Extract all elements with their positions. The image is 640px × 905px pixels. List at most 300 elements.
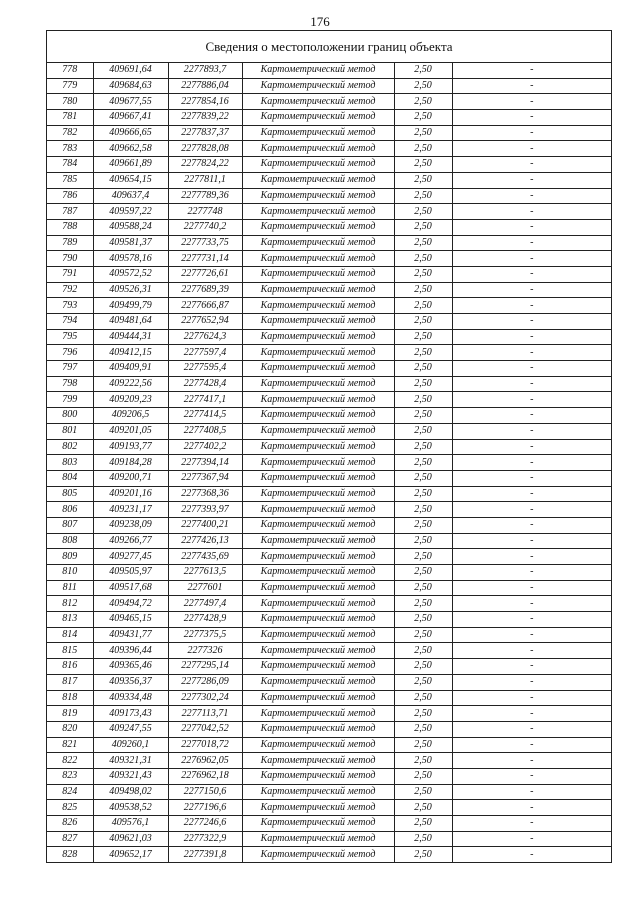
table-row xyxy=(47,423,611,439)
accuracy-cell: 2,50 xyxy=(394,141,452,157)
x-coordinate-cell: 409200,71 xyxy=(93,470,168,486)
x-coordinate-cell: 409247,55 xyxy=(93,721,168,737)
table-row xyxy=(47,345,611,361)
point-number-cell: 788 xyxy=(47,219,93,235)
method-cell: Картометрический метод xyxy=(242,816,394,832)
accuracy-cell: 2,50 xyxy=(394,612,452,628)
accuracy-cell: 2,50 xyxy=(394,486,452,502)
x-coordinate-cell: 409206,5 xyxy=(93,408,168,424)
point-number-cell: 804 xyxy=(47,470,93,486)
point-number-cell: 807 xyxy=(47,517,93,533)
table-row xyxy=(47,172,611,188)
point-number-cell: 797 xyxy=(47,361,93,377)
y-coordinate-cell: 2277595,4 xyxy=(168,361,242,377)
accuracy-cell: 2,50 xyxy=(394,219,452,235)
description-cell: - xyxy=(452,235,611,251)
accuracy-cell: 2,50 xyxy=(394,298,452,314)
accuracy-cell: 2,50 xyxy=(394,329,452,345)
table-row xyxy=(47,627,611,643)
description-cell: - xyxy=(452,329,611,345)
accuracy-cell: 2,50 xyxy=(394,831,452,847)
y-coordinate-cell: 2277426,13 xyxy=(168,533,242,549)
accuracy-cell: 2,50 xyxy=(394,110,452,126)
point-number-cell: 820 xyxy=(47,721,93,737)
x-coordinate-cell: 409581,37 xyxy=(93,235,168,251)
table-row xyxy=(47,141,611,157)
method-cell: Картометрический метод xyxy=(242,188,394,204)
point-number-cell: 806 xyxy=(47,502,93,518)
accuracy-cell: 2,50 xyxy=(394,235,452,251)
description-cell: - xyxy=(452,533,611,549)
y-coordinate-cell: 2277428,9 xyxy=(168,612,242,628)
description-cell: - xyxy=(452,784,611,800)
y-coordinate-cell: 2277391,8 xyxy=(168,847,242,862)
y-coordinate-cell: 2277854,16 xyxy=(168,94,242,110)
method-cell: Картометрический метод xyxy=(242,580,394,596)
x-coordinate-cell: 409662,58 xyxy=(93,141,168,157)
description-cell: - xyxy=(452,392,611,408)
method-cell: Картометрический метод xyxy=(242,172,394,188)
table-row xyxy=(47,235,611,251)
table-row xyxy=(47,63,611,78)
description-cell: - xyxy=(452,204,611,220)
method-cell: Картометрический метод xyxy=(242,847,394,862)
y-coordinate-cell: 2277624,3 xyxy=(168,329,242,345)
accuracy-cell: 2,50 xyxy=(394,517,452,533)
table-row xyxy=(47,219,611,235)
x-coordinate-cell: 409260,1 xyxy=(93,737,168,753)
accuracy-cell: 2,50 xyxy=(394,345,452,361)
y-coordinate-cell: 2277368,36 xyxy=(168,486,242,502)
table-body xyxy=(47,63,611,862)
method-cell: Картометрический метод xyxy=(242,63,394,78)
x-coordinate-cell: 409661,89 xyxy=(93,157,168,173)
description-cell: - xyxy=(452,768,611,784)
table-row xyxy=(47,721,611,737)
table-row xyxy=(47,847,611,862)
method-cell: Картометрический метод xyxy=(242,141,394,157)
description-cell: - xyxy=(452,345,611,361)
table-row xyxy=(47,706,611,722)
x-coordinate-cell: 409667,41 xyxy=(93,110,168,126)
accuracy-cell: 2,50 xyxy=(394,408,452,424)
description-cell: - xyxy=(452,737,611,753)
accuracy-cell: 2,50 xyxy=(394,627,452,643)
accuracy-cell: 2,50 xyxy=(394,768,452,784)
point-number-cell: 810 xyxy=(47,565,93,581)
method-cell: Картометрический метод xyxy=(242,721,394,737)
description-cell: - xyxy=(452,612,611,628)
y-coordinate-cell: 2277689,39 xyxy=(168,282,242,298)
method-cell: Картометрический метод xyxy=(242,392,394,408)
description-cell: - xyxy=(452,690,611,706)
y-coordinate-cell: 2277246,6 xyxy=(168,816,242,832)
point-number-cell: 781 xyxy=(47,110,93,126)
accuracy-cell: 2,50 xyxy=(394,784,452,800)
x-coordinate-cell: 409494,72 xyxy=(93,596,168,612)
x-coordinate-cell: 409431,77 xyxy=(93,627,168,643)
x-coordinate-cell: 409193,77 xyxy=(93,439,168,455)
method-cell: Картометрический метод xyxy=(242,768,394,784)
y-coordinate-cell: 2277666,87 xyxy=(168,298,242,314)
y-coordinate-cell: 2277295,14 xyxy=(168,659,242,675)
y-coordinate-cell: 2277113,71 xyxy=(168,706,242,722)
table-row xyxy=(47,470,611,486)
accuracy-cell: 2,50 xyxy=(394,565,452,581)
description-cell: - xyxy=(452,816,611,832)
point-number-cell: 780 xyxy=(47,94,93,110)
y-coordinate-cell: 2277150,6 xyxy=(168,784,242,800)
method-cell: Картометрический метод xyxy=(242,517,394,533)
table-row xyxy=(47,376,611,392)
table-row xyxy=(47,612,611,628)
description-cell: - xyxy=(452,847,611,862)
table-row xyxy=(47,361,611,377)
point-number-cell: 805 xyxy=(47,486,93,502)
description-cell: - xyxy=(452,753,611,769)
description-cell: - xyxy=(452,706,611,722)
y-coordinate-cell: 2277286,09 xyxy=(168,674,242,690)
y-coordinate-cell: 2277740,2 xyxy=(168,219,242,235)
point-number-cell: 795 xyxy=(47,329,93,345)
accuracy-cell: 2,50 xyxy=(394,847,452,862)
accuracy-cell: 2,50 xyxy=(394,800,452,816)
description-cell: - xyxy=(452,157,611,173)
y-coordinate-cell: 2277828,08 xyxy=(168,141,242,157)
accuracy-cell: 2,50 xyxy=(394,392,452,408)
x-coordinate-cell: 409201,16 xyxy=(93,486,168,502)
x-coordinate-cell: 409277,45 xyxy=(93,549,168,565)
point-number-cell: 818 xyxy=(47,690,93,706)
point-number-cell: 814 xyxy=(47,627,93,643)
accuracy-cell: 2,50 xyxy=(394,423,452,439)
point-number-cell: 812 xyxy=(47,596,93,612)
description-cell: - xyxy=(452,439,611,455)
y-coordinate-cell: 2277652,94 xyxy=(168,314,242,330)
x-coordinate-cell: 409597,22 xyxy=(93,204,168,220)
description-cell: - xyxy=(452,361,611,377)
accuracy-cell: 2,50 xyxy=(394,502,452,518)
table-row xyxy=(47,329,611,345)
y-coordinate-cell: 2277886,04 xyxy=(168,78,242,94)
accuracy-cell: 2,50 xyxy=(394,94,452,110)
y-coordinate-cell: 2277400,21 xyxy=(168,517,242,533)
method-cell: Картометрический метод xyxy=(242,690,394,706)
table-row xyxy=(47,486,611,502)
method-cell: Картометрический метод xyxy=(242,706,394,722)
y-coordinate-cell: 2277597,4 xyxy=(168,345,242,361)
table-row xyxy=(47,784,611,800)
point-number-cell: 822 xyxy=(47,753,93,769)
x-coordinate-cell: 409666,65 xyxy=(93,125,168,141)
point-number-cell: 824 xyxy=(47,784,93,800)
point-number-cell: 813 xyxy=(47,612,93,628)
accuracy-cell: 2,50 xyxy=(394,643,452,659)
y-coordinate-cell: 2277402,2 xyxy=(168,439,242,455)
description-cell: - xyxy=(452,486,611,502)
description-cell: - xyxy=(452,627,611,643)
point-number-cell: 825 xyxy=(47,800,93,816)
method-cell: Картометрический метод xyxy=(242,361,394,377)
point-number-cell: 790 xyxy=(47,251,93,267)
method-cell: Картометрический метод xyxy=(242,596,394,612)
accuracy-cell: 2,50 xyxy=(394,282,452,298)
point-number-cell: 784 xyxy=(47,157,93,173)
point-number-cell: 786 xyxy=(47,188,93,204)
description-cell: - xyxy=(452,502,611,518)
description-cell: - xyxy=(452,517,611,533)
table-row xyxy=(47,251,611,267)
accuracy-cell: 2,50 xyxy=(394,549,452,565)
table-row xyxy=(47,125,611,141)
method-cell: Картометрический метод xyxy=(242,94,394,110)
point-number-cell: 809 xyxy=(47,549,93,565)
accuracy-cell: 2,50 xyxy=(394,706,452,722)
accuracy-cell: 2,50 xyxy=(394,470,452,486)
description-cell: - xyxy=(452,800,611,816)
table-row xyxy=(47,282,611,298)
point-number-cell: 787 xyxy=(47,204,93,220)
description-cell: - xyxy=(452,549,611,565)
point-number-cell: 796 xyxy=(47,345,93,361)
point-number-cell: 782 xyxy=(47,125,93,141)
y-coordinate-cell: 2277824,22 xyxy=(168,157,242,173)
method-cell: Картометрический метод xyxy=(242,251,394,267)
y-coordinate-cell: 2277497,4 xyxy=(168,596,242,612)
accuracy-cell: 2,50 xyxy=(394,157,452,173)
table-row xyxy=(47,408,611,424)
point-number-cell: 794 xyxy=(47,314,93,330)
description-cell: - xyxy=(452,470,611,486)
y-coordinate-cell: 2277326 xyxy=(168,643,242,659)
table-row xyxy=(47,753,611,769)
y-coordinate-cell: 2276962,18 xyxy=(168,768,242,784)
description-cell: - xyxy=(452,78,611,94)
point-number-cell: 816 xyxy=(47,659,93,675)
y-coordinate-cell: 2277042,52 xyxy=(168,721,242,737)
y-coordinate-cell: 2277408,5 xyxy=(168,423,242,439)
table-row xyxy=(47,565,611,581)
y-coordinate-cell: 2277367,94 xyxy=(168,470,242,486)
description-cell: - xyxy=(452,408,611,424)
method-cell: Картометрический метод xyxy=(242,376,394,392)
method-cell: Картометрический метод xyxy=(242,737,394,753)
x-coordinate-cell: 409396,44 xyxy=(93,643,168,659)
x-coordinate-cell: 409576,1 xyxy=(93,816,168,832)
y-coordinate-cell: 2277731,14 xyxy=(168,251,242,267)
x-coordinate-cell: 409578,16 xyxy=(93,251,168,267)
accuracy-cell: 2,50 xyxy=(394,596,452,612)
y-coordinate-cell: 2277811,1 xyxy=(168,172,242,188)
table-title: Сведения о местоположении границ объекта xyxy=(47,31,611,63)
y-coordinate-cell: 2276962,05 xyxy=(168,753,242,769)
description-cell: - xyxy=(452,282,611,298)
point-number-cell: 778 xyxy=(47,63,93,78)
x-coordinate-cell: 409572,52 xyxy=(93,266,168,282)
method-cell: Картометрический метод xyxy=(242,439,394,455)
description-cell: - xyxy=(452,423,611,439)
accuracy-cell: 2,50 xyxy=(394,376,452,392)
y-coordinate-cell: 2277414,5 xyxy=(168,408,242,424)
x-coordinate-cell: 409266,77 xyxy=(93,533,168,549)
description-cell: - xyxy=(452,266,611,282)
accuracy-cell: 2,50 xyxy=(394,78,452,94)
description-cell: - xyxy=(452,376,611,392)
method-cell: Картометрический метод xyxy=(242,235,394,251)
method-cell: Картометрический метод xyxy=(242,565,394,581)
description-cell: - xyxy=(452,596,611,612)
point-number-cell: 791 xyxy=(47,266,93,282)
point-number-cell: 799 xyxy=(47,392,93,408)
description-cell: - xyxy=(452,94,611,110)
point-number-cell: 819 xyxy=(47,706,93,722)
accuracy-cell: 2,50 xyxy=(394,690,452,706)
table-row xyxy=(47,674,611,690)
coordinates-table xyxy=(47,63,611,862)
table-row xyxy=(47,517,611,533)
x-coordinate-cell: 409231,17 xyxy=(93,502,168,518)
accuracy-cell: 2,50 xyxy=(394,737,452,753)
y-coordinate-cell: 2277893,7 xyxy=(168,63,242,78)
table-row xyxy=(47,690,611,706)
method-cell: Картометрический метод xyxy=(242,831,394,847)
point-number-cell: 789 xyxy=(47,235,93,251)
table-row xyxy=(47,502,611,518)
method-cell: Картометрический метод xyxy=(242,455,394,471)
method-cell: Картометрический метод xyxy=(242,157,394,173)
x-coordinate-cell: 409526,31 xyxy=(93,282,168,298)
table-row xyxy=(47,643,611,659)
accuracy-cell: 2,50 xyxy=(394,266,452,282)
point-number-cell: 811 xyxy=(47,580,93,596)
y-coordinate-cell: 2277839,22 xyxy=(168,110,242,126)
point-number-cell: 793 xyxy=(47,298,93,314)
table-row xyxy=(47,659,611,675)
table-row xyxy=(47,455,611,471)
x-coordinate-cell: 409621,03 xyxy=(93,831,168,847)
table-row xyxy=(47,768,611,784)
table-row xyxy=(47,94,611,110)
description-cell: - xyxy=(452,831,611,847)
method-cell: Картометрический метод xyxy=(242,659,394,675)
point-number-cell: 828 xyxy=(47,847,93,862)
table-row xyxy=(47,157,611,173)
x-coordinate-cell: 409538,52 xyxy=(93,800,168,816)
y-coordinate-cell: 2277733,75 xyxy=(168,235,242,251)
x-coordinate-cell: 409481,64 xyxy=(93,314,168,330)
point-number-cell: 783 xyxy=(47,141,93,157)
point-number-cell: 823 xyxy=(47,768,93,784)
x-coordinate-cell: 409184,28 xyxy=(93,455,168,471)
table-row xyxy=(47,580,611,596)
accuracy-cell: 2,50 xyxy=(394,188,452,204)
method-cell: Картометрический метод xyxy=(242,502,394,518)
x-coordinate-cell: 409201,05 xyxy=(93,423,168,439)
description-cell: - xyxy=(452,565,611,581)
x-coordinate-cell: 409654,15 xyxy=(93,172,168,188)
description-cell: - xyxy=(452,219,611,235)
description-cell: - xyxy=(452,298,611,314)
point-number-cell: 827 xyxy=(47,831,93,847)
table-row xyxy=(47,800,611,816)
method-cell: Картометрический метод xyxy=(242,470,394,486)
y-coordinate-cell: 2277613,5 xyxy=(168,565,242,581)
y-coordinate-cell: 2277748 xyxy=(168,204,242,220)
table-row xyxy=(47,596,611,612)
method-cell: Картометрический метод xyxy=(242,627,394,643)
x-coordinate-cell: 409222,56 xyxy=(93,376,168,392)
point-number-cell: 792 xyxy=(47,282,93,298)
method-cell: Картометрический метод xyxy=(242,345,394,361)
y-coordinate-cell: 2277435,69 xyxy=(168,549,242,565)
x-coordinate-cell: 409321,31 xyxy=(93,753,168,769)
method-cell: Картометрический метод xyxy=(242,784,394,800)
x-coordinate-cell: 409209,23 xyxy=(93,392,168,408)
accuracy-cell: 2,50 xyxy=(394,753,452,769)
description-cell: - xyxy=(452,172,611,188)
accuracy-cell: 2,50 xyxy=(394,816,452,832)
description-cell: - xyxy=(452,659,611,675)
point-number-cell: 801 xyxy=(47,423,93,439)
x-coordinate-cell: 409173,43 xyxy=(93,706,168,722)
point-number-cell: 779 xyxy=(47,78,93,94)
method-cell: Картометрический метод xyxy=(242,533,394,549)
table-row xyxy=(47,188,611,204)
method-cell: Картометрический метод xyxy=(242,125,394,141)
x-coordinate-cell: 409588,24 xyxy=(93,219,168,235)
description-cell: - xyxy=(452,188,611,204)
table-row xyxy=(47,298,611,314)
accuracy-cell: 2,50 xyxy=(394,455,452,471)
accuracy-cell: 2,50 xyxy=(394,172,452,188)
method-cell: Картометрический метод xyxy=(242,549,394,565)
method-cell: Картометрический метод xyxy=(242,643,394,659)
description-cell: - xyxy=(452,580,611,596)
y-coordinate-cell: 2277393,97 xyxy=(168,502,242,518)
table-row xyxy=(47,439,611,455)
method-cell: Картометрический метод xyxy=(242,423,394,439)
table-row xyxy=(47,314,611,330)
table-row xyxy=(47,737,611,753)
method-cell: Картометрический метод xyxy=(242,298,394,314)
method-cell: Картометрический метод xyxy=(242,314,394,330)
x-coordinate-cell: 409684,63 xyxy=(93,78,168,94)
point-number-cell: 808 xyxy=(47,533,93,549)
accuracy-cell: 2,50 xyxy=(394,721,452,737)
y-coordinate-cell: 2277018,72 xyxy=(168,737,242,753)
boundary-table xyxy=(46,30,612,863)
accuracy-cell: 2,50 xyxy=(394,314,452,330)
table-row xyxy=(47,533,611,549)
description-cell: - xyxy=(452,314,611,330)
x-coordinate-cell: 409334,48 xyxy=(93,690,168,706)
description-cell: - xyxy=(452,141,611,157)
method-cell: Картометрический метод xyxy=(242,78,394,94)
point-number-cell: 785 xyxy=(47,172,93,188)
method-cell: Картометрический метод xyxy=(242,408,394,424)
accuracy-cell: 2,50 xyxy=(394,533,452,549)
x-coordinate-cell: 409652,17 xyxy=(93,847,168,862)
accuracy-cell: 2,50 xyxy=(394,439,452,455)
x-coordinate-cell: 409637,4 xyxy=(93,188,168,204)
point-number-cell: 798 xyxy=(47,376,93,392)
y-coordinate-cell: 2277375,5 xyxy=(168,627,242,643)
x-coordinate-cell: 409238,09 xyxy=(93,517,168,533)
method-cell: Картометрический метод xyxy=(242,204,394,220)
y-coordinate-cell: 2277322,9 xyxy=(168,831,242,847)
method-cell: Картометрический метод xyxy=(242,800,394,816)
point-number-cell: 826 xyxy=(47,816,93,832)
